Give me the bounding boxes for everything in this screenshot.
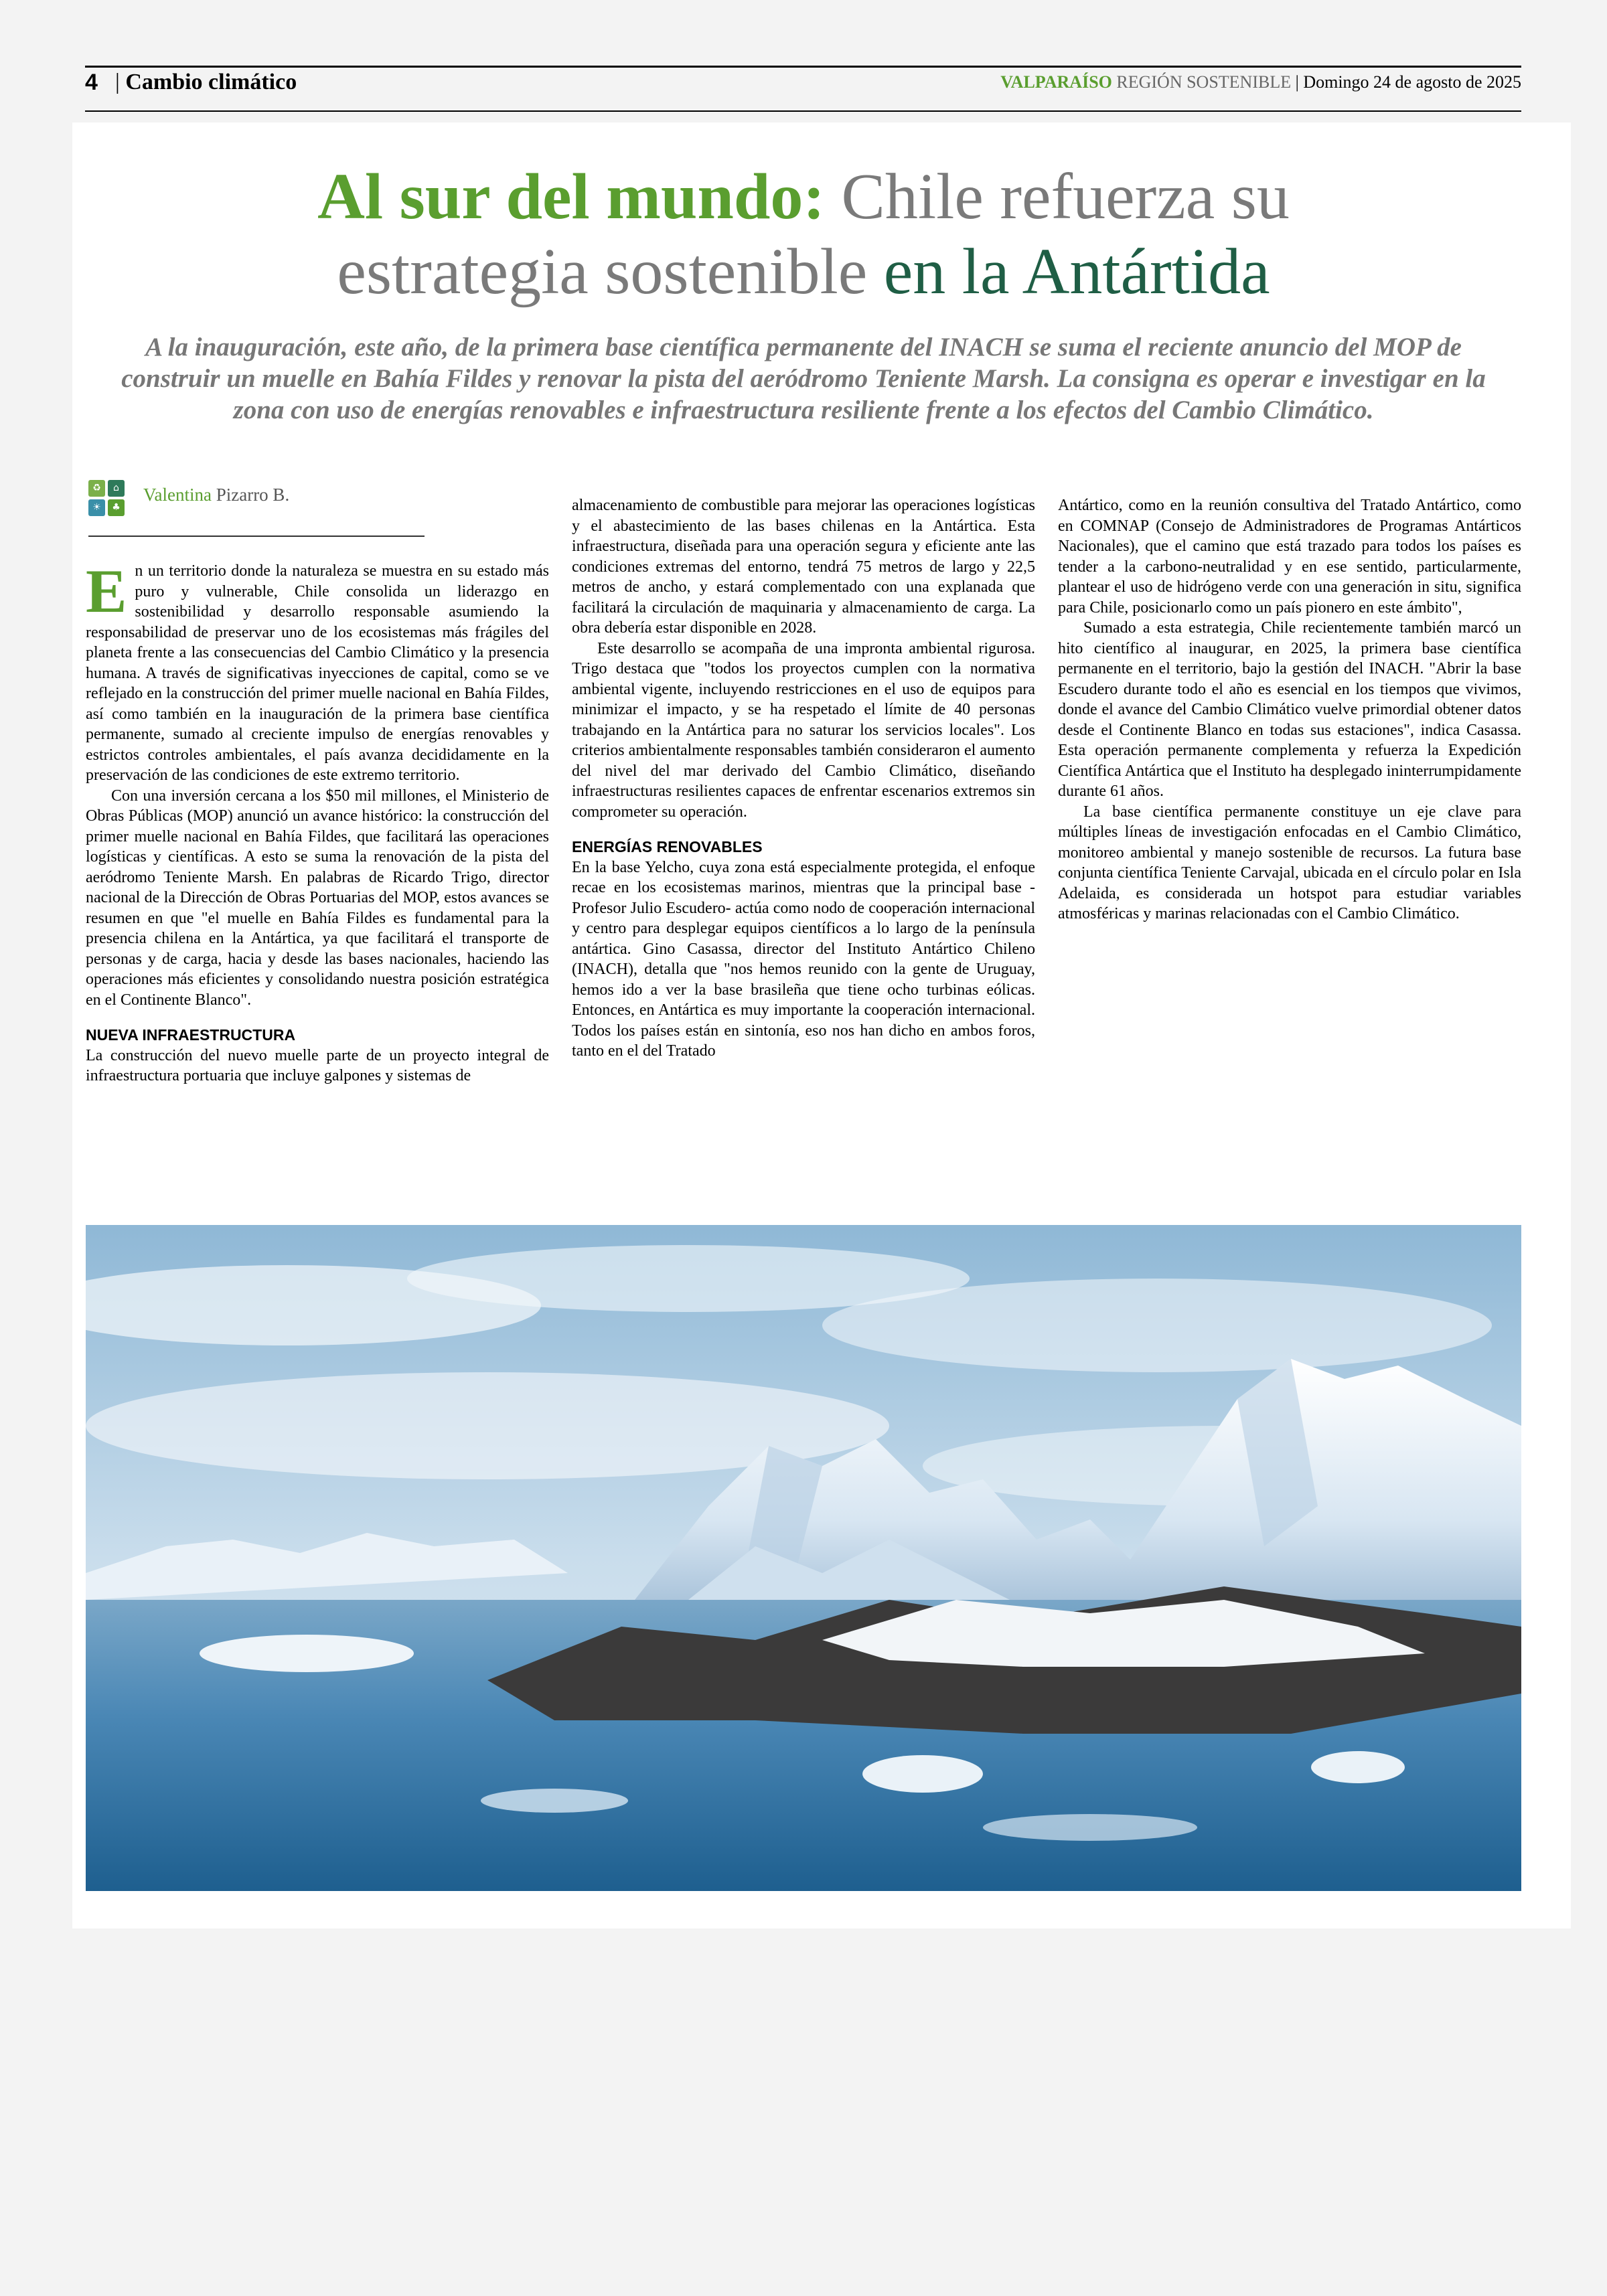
section-name: | Cambio climático [115,70,297,94]
paragraph: En la base Yelcho, cuya zona está especialmente protegida, el enfoque recae en los ecosistemas marinos, mientras que la principal base -Profesor Julio Escudero- actúa como nodo de cooperación internacional y centro para desplegar equipos científicos a lo largo de la península antártica. Gino Casassa, director del Instituto Antártico Chileno (INACH), detalla que "nos hemos reunido con la gente de Uruguay, hemos ido a ver la base brasileña que tiene ocho turbinas eólicas. Entonces, en Antártica es muy importante la cooperación internacional. Todos los países están en sintonía, eso nos han dicho en ambos foros, tanto en el del Tratado [572,858,1035,1060]
byline [143,485,289,505]
antarctica-landscape-photo [86,1225,1521,1891]
subheading-energias: ENERGÍAS RENOVABLES [572,838,763,855]
headline-part2: Chile refuerza su [825,161,1290,233]
sustainability-logo-icon: ♻ ⌂ ☀ ♣ [88,480,126,517]
headline-part1: Al sur del mundo: [317,161,825,233]
headline-part4: en la Antártida [883,236,1270,308]
paragraph: Con una inversión cercana a los $50 mil millones, el Ministerio de Obras Públicas (MOP) anunció un avance histórico: la construcción del primer muelle nacional en Bahía Fildes, que facilitará las operaciones logísticas y científicas. A esto se suma la renovación de la pista del aeródromo Teniente Marsh. En palabras de Ricardo Trigo, director nacional de la Dirección de Obras Portuarias del MOP, estos avances se resumen en que "el muelle en Bahía Fildes es fundamental para la presencia chilena en la Antártica, ya que facilitará el transporte de personas y de carga, hacia y desde las bases nacionales, haciendo las operaciones más eficientes y consolidando nuestra posición estratégica en el Continente Blanco". [86,787,549,1009]
paragraph: Sumado a esta estrategia, Chile recientemente también marcó un hito científico al inaugurar, en 2025, la primera base científica permanente en el territorio, bajo la gestión del INACH. "Abrir la base Escudero durante todo el año es esencial en los tiempos que vivimos, donde el avance del Cambio Climático vuelve primordial obtener datos desde el Continente Blanco en todas sus estaciones", indica Casassa. Esta operación permanente complementa y refuerza la Expedición Científica Antártica que el Instituto ha desplegado ininterrumpidamente durante 61 años. [1058,619,1521,800]
byline-last-name: Pizarro B. [211,485,290,505]
article-deck: A la inauguración, este año, de la primera base científica permanente del INACH se suma el reciente anuncio del MOP de construir un muelle en Bahía Fildes y renovar la pista del aeródromo Teniente Marsh. La consigna es operar e investigar en la zona con uso de energías renovables e infraestructura resiliente frente a los efectos del Cambio Climático. [121,333,1486,424]
header-bottom-rule [85,110,1521,112]
article-column-2 [572,495,1035,1062]
paragraph: En un territorio donde la naturaleza se muestra en su estado más puro y vulnerable, Chile consolida un liderazgo en sostenibilidad y desarrollo responsable asumiendo la responsabilidad de preservar uno de los ecosistemas más frágiles del planeta frente a las consecuencias del Cambio Climático y la presencia humana. A través de significativas inyecciones de capital, como se ve reflejado en la construcción del primer muelle nacional en Bahía Fildes, así como también en la inauguración de la primera base científica permanente, sumado al creciente impulso de energías renovables y estrictos controles ambientales, el país avanza decididamente en la preservación de las condiciones de este extremo territorio. [86,557,549,784]
masthead [1000,72,1521,92]
byline-rule [88,536,425,537]
drop-cap: E [86,557,127,625]
paragraph: almacenamiento de combustible para mejorar las operaciones logísticas y el abastecimiento de las bases chilenas en la Antártica. Esta infraestructura, diseñada para una operación segura y eficiente ante las condiciones extremas del entorno, tendrá 75 metros de largo y 22,5 metros de ancho, y estará complementado con una explanada que facilitará la circulación de maquinaria y almacenamiento de carga. La obra debería estar disponible en 2028. [572,497,1035,637]
paragraph: Antártico, como en la reunión consultiva del Tratado Antártico, como en COMNAP (Consejo de Administradores de Programas Antárticos Nacionales), que el camino que está trazado para todos los países es tender a la carbono-neutralidad y en ese sentido, particularmente, plantear el uso de hidrógeno verde con una generación in situ, significa para Chile, posicionarlo como un país pionero en este ámbito", [1058,497,1521,617]
paragraph: Este desarrollo se acompaña de una impronta ambiental rigurosa. Trigo destaca que "todos los proyectos cumplen con la normativa ambiental vigente, incluyendo restricciones en el uso de equipos para minimizar el impacto, y se ha respetado el límite de 40 personas trabajando en la Antártica para no saturar los servicios locales". Los criterios ambientalmente responsables también consideraron el aumento del nivel del mar derivado del Cambio Climático, diseñando infraestructuras resilientes capaces de enfrentar escenarios extremos sin comprometer su operación. [572,639,1035,821]
masthead-brand-sub: REGIÓN SOSTENIBLE [1116,72,1292,92]
header-top-rule [85,66,1521,68]
page-number: 4 [85,70,98,95]
masthead-date: | Domingo 24 de agosto de 2025 [1295,72,1521,92]
byline-first-name: Valentina [143,485,212,505]
paragraph: La construcción del nuevo muelle parte de un proyecto integral de infraestructura portuaria que incluye galpones y sistemas de [86,1046,549,1084]
masthead-brand: VALPARAÍSO [1000,72,1112,92]
section-label: Cambio climático [125,70,297,94]
article-headline [74,159,1533,309]
article-column-1 [86,557,549,1086]
paragraph: La base científica permanente constituye un eje clave para múltiples líneas de investigación enfocadas en el Cambio Climático, monitoreo ambiental y manejo sostenible de recursos. La futura base conjunta científica Teniente Carvajal, ubicada en el círculo polar en Isla Adelaida, es considerada un hotspot para estudiar variables atmosféricas y marinas relacionadas con el Cambio Climático. [1058,803,1521,922]
headline-part3: estrategia sostenible [337,236,884,308]
article-column-3 [1058,495,1521,924]
subheading-infraestructura: NUEVA INFRAESTRUCTURA [86,1026,296,1044]
